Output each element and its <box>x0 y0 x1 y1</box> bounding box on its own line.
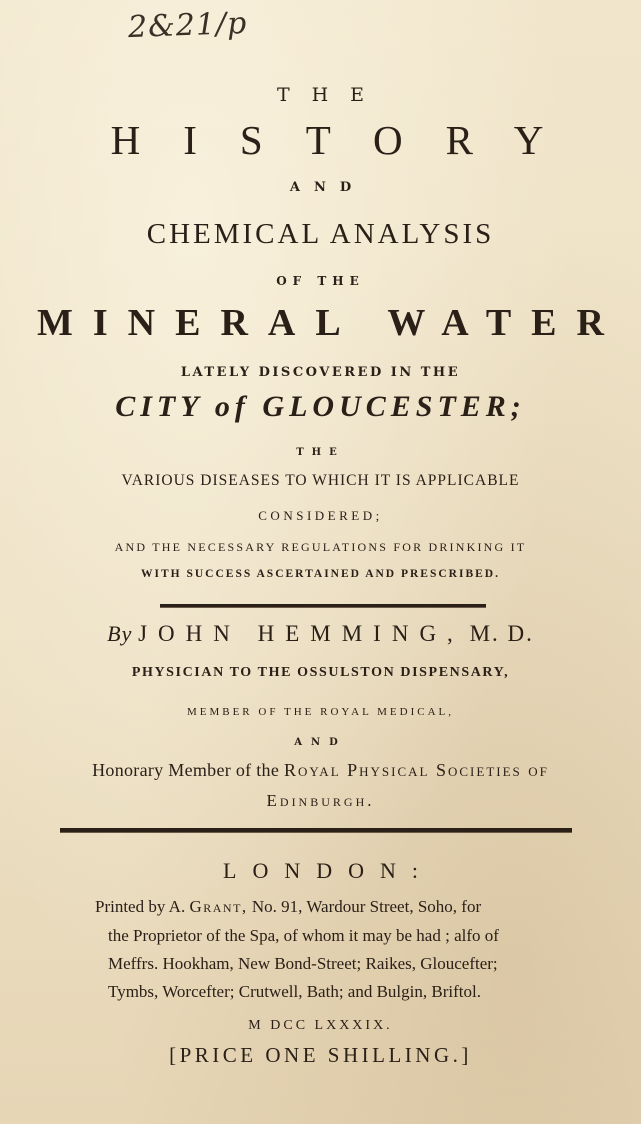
imprint-line-3: Meffrs. Hookham, New Bond-Street; Raikes, Gloucefter; <box>108 954 498 973</box>
title-mineral-water: MINERAL WATER <box>37 302 624 344</box>
title-of-the: OF THE <box>276 274 365 288</box>
author-position: PHYSICIAN TO THE OSSULSTON DISPENSARY, <box>131 665 510 680</box>
imprint-printed-by: Printed by A. <box>95 897 186 916</box>
imprint-date: M DCC LXXXIX. <box>248 1018 393 1033</box>
title-chemical-analysis: CHEMICAL ANALYSIS <box>146 218 495 250</box>
handwritten-shelfmark: 2&21/p <box>127 5 248 46</box>
honorary-societies: Royal Physical Societies of <box>283 760 549 780</box>
title-with-success: WITH SUCCESS ASCERTAINED AND PRESCRIBED. <box>141 568 500 580</box>
ornamental-rule-bottom <box>60 828 572 833</box>
author-by: By <box>107 621 133 646</box>
imprint-line-1 <box>95 898 481 915</box>
imprint-price: [PRICE ONE SHILLING.] <box>169 1043 472 1067</box>
author-and: AND <box>294 737 347 748</box>
title-the: THE <box>276 84 387 106</box>
title-various-diseases: VARIOUS DISEASES TO WHICH IT IS APPLICABLE <box>121 472 520 489</box>
author-honorary <box>0 761 641 779</box>
author-byline <box>0 622 641 645</box>
title-history: HISTORY <box>110 117 587 163</box>
imprint-london: LONDON: <box>223 858 434 883</box>
title-lately-discovered: LATELY DISCOVERED IN THE <box>180 365 461 380</box>
imprint-line-2: the Proprietor of the Spa, of whom it may be had ; alfo of <box>108 926 499 945</box>
imprint-line-4: Tymbs, Worcefter; Crutwell, Bath; and Bulgin, Briftol. <box>108 982 481 1001</box>
imprint-grant: Grant, <box>189 897 248 916</box>
title-city: CITY of GLOUCESTER; <box>115 390 526 423</box>
title-necessary-regulations: AND THE NECESSARY REGULATIONS FOR DRINKING IT <box>114 540 527 554</box>
author-name: JOHN HEMMING, <box>138 621 464 646</box>
ornamental-rule-top <box>160 604 486 608</box>
title-the-second: THE <box>296 447 345 458</box>
title-and: AND <box>289 180 366 195</box>
author-degree: M. D. <box>469 621 534 646</box>
author-member: MEMBER OF THE ROYAL MEDICAL, <box>186 706 455 718</box>
author-edinburgh: Edinburgh. <box>266 791 375 810</box>
honorary-prefix: Honorary Member of the <box>92 760 280 780</box>
title-considered: CONSIDERED; <box>258 508 383 523</box>
imprint-address: No. 91, Wardour Street, Soho, for <box>251 897 482 916</box>
